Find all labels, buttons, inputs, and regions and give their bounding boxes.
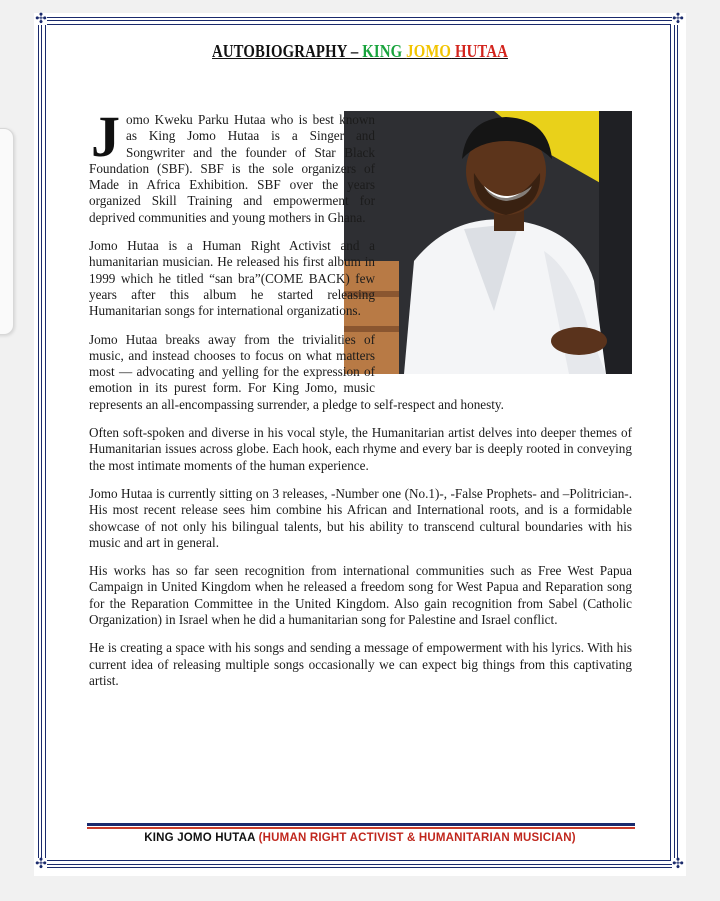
page-title [65, 41, 655, 62]
corner-ornament-icon: ✣ [672, 856, 684, 872]
paragraph-1-text: omo Kweku Parku Hutaa who is best known as King Jomo Hutaa is a Singer and Songwriter and the founder of Star Black Foundation (SBF). SBF is the sole organizers of Made in Africa Exhibition. SBF over the years organized Skill Training and empowerment for deprived communities and young mothers in Ghana. [89, 112, 375, 225]
corner-ornament-icon: ✣ [672, 11, 684, 27]
side-panel-tab[interactable] [0, 128, 14, 335]
paragraph-4: Often soft-spoken and diverse in his vocal style, the Humanitarian artist delves into deeper themes of Humanitarian issues across globe. Each hook, each rhyme and every bar is deeply rooted in conveying the most intimate moments of the human experience. [89, 425, 632, 473]
photo-wrap-spacer [375, 112, 632, 390]
title-name-part1: KING [362, 41, 407, 61]
paragraph-5: Jomo Hutaa is currently sitting on 3 releases, -Number one (No.1)-, -False Prophets- and –Politrician-. His most recent release sees him combine his African and International roots, and is a formidable showcase of not only his bilingual talents, but his ability to transcend cultural boundaries with his music and art in general. [89, 485, 632, 550]
paragraph-2: Jomo Hutaa is a Human Right Activist and a humanitarian musician. He released his first album in 1999 which he titled “san bra”(COME BACK) few years after this album he started releasing Humanitarian songs for international organizations. [89, 238, 375, 319]
drop-cap: J [91, 104, 120, 169]
corner-ornament-icon: ✣ [35, 11, 47, 27]
footer-rule-red [87, 827, 635, 829]
paragraph-6: His works has so far seen recognition from international communities such as Free West Papua Campaign in United Kingdom when he released a freedom song for West Papua and Reparation song for the Reparation Committee in the United Kingdom. Also gain recognition from Sabel (Catholic Organization) in Israel when he did a humanitarian song for Palestine and Israel conflict. [89, 563, 632, 628]
paragraph-7: He is creating a space with his songs and sending a message of empowerment with his lyrics. With his current idea of releasing multiple songs occasionally we can expect big things from this captivating artist. [89, 640, 632, 688]
title-name-part2: JOMO [406, 41, 452, 61]
footer-rule-navy [87, 823, 635, 826]
footer-name: KING JOMO HUTAA [144, 832, 259, 844]
title-name-part3: HUTAA [451, 41, 508, 61]
biography-body [89, 104, 632, 701]
title-prefix: AUTOBIOGRAPHY – [212, 41, 363, 61]
paragraph-3: Jomo Hutaa breaks away from the trivialities of music, and instead chooses to focus on what matters most — advocating and yelling for the expression of emotion in its purest form. For King Jomo, music represents an all-encompassing surrender, a pledge to self-respect and honesty. [89, 331, 504, 412]
footer-role: (HUMAN RIGHT ACTIVIST & HUMANITARIAN MUSICIAN) [258, 832, 576, 844]
page-footer [0, 832, 720, 844]
corner-ornament-icon: ✣ [35, 856, 47, 872]
